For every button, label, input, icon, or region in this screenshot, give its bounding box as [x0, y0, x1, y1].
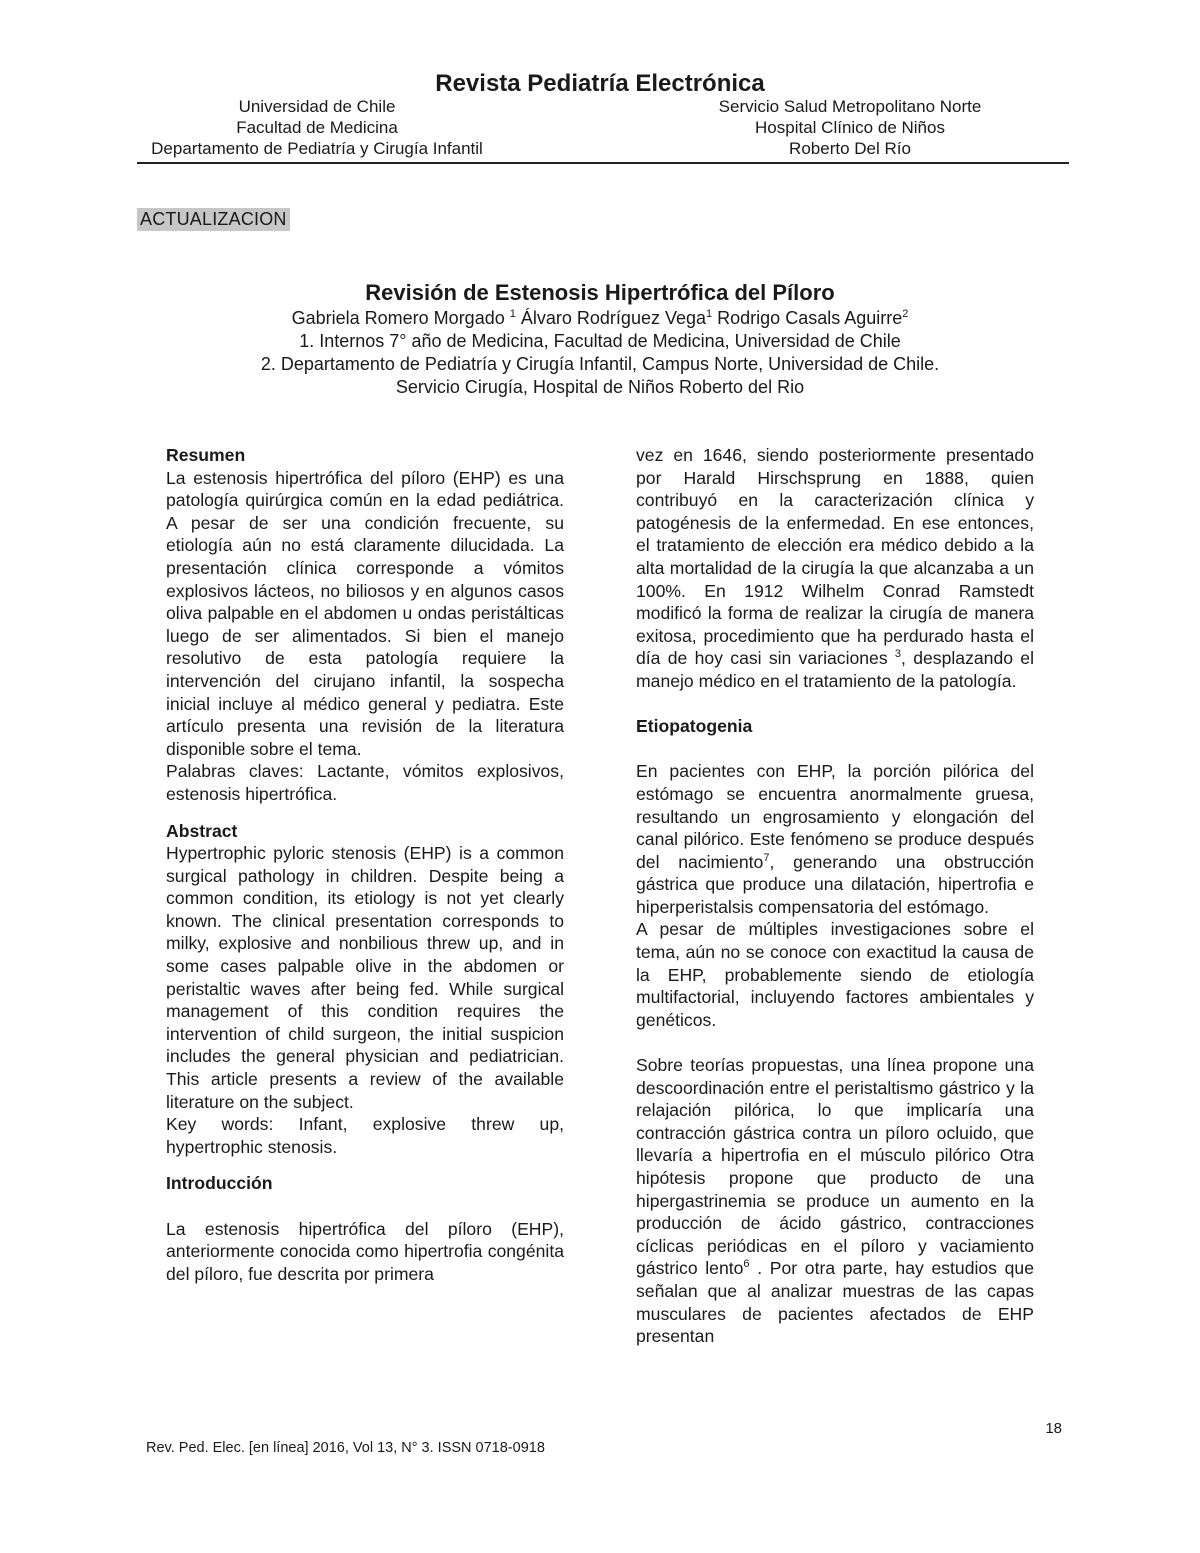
author-name: Gabriela Romero Morgado [291, 308, 505, 328]
author-name: Rodrigo Casals Aguirre [717, 308, 903, 328]
etiopatogenia-paragraph: Sobre teorías propuestas, una línea propone una descoordinación entre el peristaltismo gástrico y la relajación pilórica, lo que implicaría una contracción gástrica contra un píloro ocluido, que llevaría a hipertrofia en el músculo pilórico Otra hipótesis propone que producto de una hipergastrinemia se produce un aumento en la producción de ácido gástrico, contracciones cíclicas periódicas en el píloro y vaciamiento gástrico lento$^6$ . Por otra parte, hay estudios que señalan que al analizar muestras de las capas musculares de pacientes afectados de EHP presentan [636, 1055, 1034, 1347]
author-line [0, 308, 1200, 329]
journal-title: Revista Pediatría Electrónica [435, 70, 765, 97]
affiliation-line: Servicio Cirugía, Hospital de Niños Roberto del Rio [395, 377, 805, 397]
header-right-line: Roberto Del Río [789, 139, 911, 158]
etiopatogenia-paragraph: En pacientes con EHP, la porción pilórica del estómago se encuentra anormalmente gruesa, resultando un engrosamiento y elongación del canal pilórico. Este fenómeno se produce después del nacimiento$^7$, generando una obstrucción gástrica que produce una dilatación, hipertrofia e hiperperistalsis compensatoria del estómago. [636, 761, 1035, 917]
abstract-heading: Abstract [166, 820, 238, 841]
header-right-line: Servicio Salud Metropolitano Norte [718, 97, 982, 116]
citation-mark: 3 [894, 648, 902, 661]
page-number: 18 [1045, 1420, 1062, 1437]
header-rule [137, 162, 1069, 164]
author-affiliation-mark: 2 [902, 308, 909, 320]
etiopatogenia-paragraph: A pesar de múltiples investigaciones sobre el tema, aún no se conoce con exactitud la causa de la EHP, probablemente siendo de etiología multifactorial, incluyendo factores ambientales y genéticos. [636, 919, 1034, 1030]
author-affiliation-mark: 1 [509, 308, 516, 320]
introduccion-paragraph: La estenosis hipertrófica del píloro (EHP), anteriormente conocida como hipertrofia congénita del píloro, fue descrita por primera [166, 1218, 564, 1284]
footer-citation: Rev. Ped. Elec. [en línea] 2016, Vol 13, N° 3. ISSN 0718-0918 [146, 1440, 545, 1456]
header-left-line: Universidad de Chile [238, 97, 396, 116]
author-name: Álvaro Rodríguez Vega [520, 308, 707, 328]
affiliation-line: 2. Departamento de Pediatría y Cirugía Infantil, Campus Norte, Universidad de Chile. [260, 354, 940, 374]
affiliation-line: 1. Internos 7° año de Medicina, Facultad de Medicina, Universidad de Chile [299, 331, 901, 351]
article-title: Revisión de Estenosis Hipertrófica del Píloro [365, 280, 835, 305]
left-column [166, 444, 564, 1285]
introduccion-heading: Introducción [166, 1173, 273, 1194]
resumen-heading: Resumen [166, 445, 246, 465]
introduccion-continued: vez en 1646, siendo posteriormente presentado por Harald Hirschsprung en 1888, quien contribuyó en la caracterización clínica y patogénesis de la enfermedad. En ese entonces, el tratamiento de elección era médico debido a la alta mortalidad de la cirugía la que alcanzaba a un 100%. En 1912 Wilhelm Conrad Ramstedt modificó la forma de realizar la cirugía de manera exitosa, procedimiento que ha perdurado hasta el día de hoy casi sin variaciones $^3$, desplazando el manejo médico en el tratamiento de la patología. [636, 445, 1034, 691]
section-label: ACTUALIZACION [137, 208, 290, 231]
palabras-claves: Palabras claves: Lactante, vómitos explosivos, estenosis hipertrófica. [166, 761, 564, 804]
header-right-line: Hospital Clínico de Niños [755, 118, 945, 137]
abstract-paragraph: Hypertrophic pyloric stenosis (EHP) is a common surgical pathology in children. Despite being a common condition, its etiology is not yet clearly known. The clinical presentation corresponds to milky, explosive and nonbilious threw up, and in some cases palpable olive in the abdomen or peristaltic waves after being fed. While surgical management of this condition requires the intervention of child surgeon, the initial suspicion includes the general physician and pediatrician. This article presents a review of the available literature on the subject. [166, 843, 564, 1112]
header-left-line: Departamento de Pediatría y Cirugía Infantil [151, 139, 483, 158]
resumen-paragraph: La estenosis hipertrófica del píloro (EHP) es una patología quirúrgica común en la edad pediátrica. A pesar de ser una condición frecuente, su etiología aún no está claramente dilucidada. La presentación clínica corresponde a vómitos explosivos lácteos, no biliosos y en algunos casos oliva palpable en el abdomen u ondas peristálticas luego de ser alimentados. Si bien el manejo resolutivo de esta patología requiere la intervención del cirujano infantil, la sospecha inicial incluye al médico general y pediatra. Este artículo presenta una revisión de la literatura disponible sobre el tema. [166, 467, 564, 759]
citation-mark: 6 [743, 1258, 750, 1271]
citation-mark: 7 [763, 851, 770, 864]
etiopatogenia-heading: Etiopatogenia [636, 716, 753, 737]
header-left-line: Facultad de Medicina [236, 118, 398, 137]
key-words: Key words: Infant, explosive threw up, hypertrophic stenosis. [166, 1114, 564, 1157]
right-column [636, 444, 1034, 1348]
author-affiliation-mark: 1 [706, 308, 713, 320]
